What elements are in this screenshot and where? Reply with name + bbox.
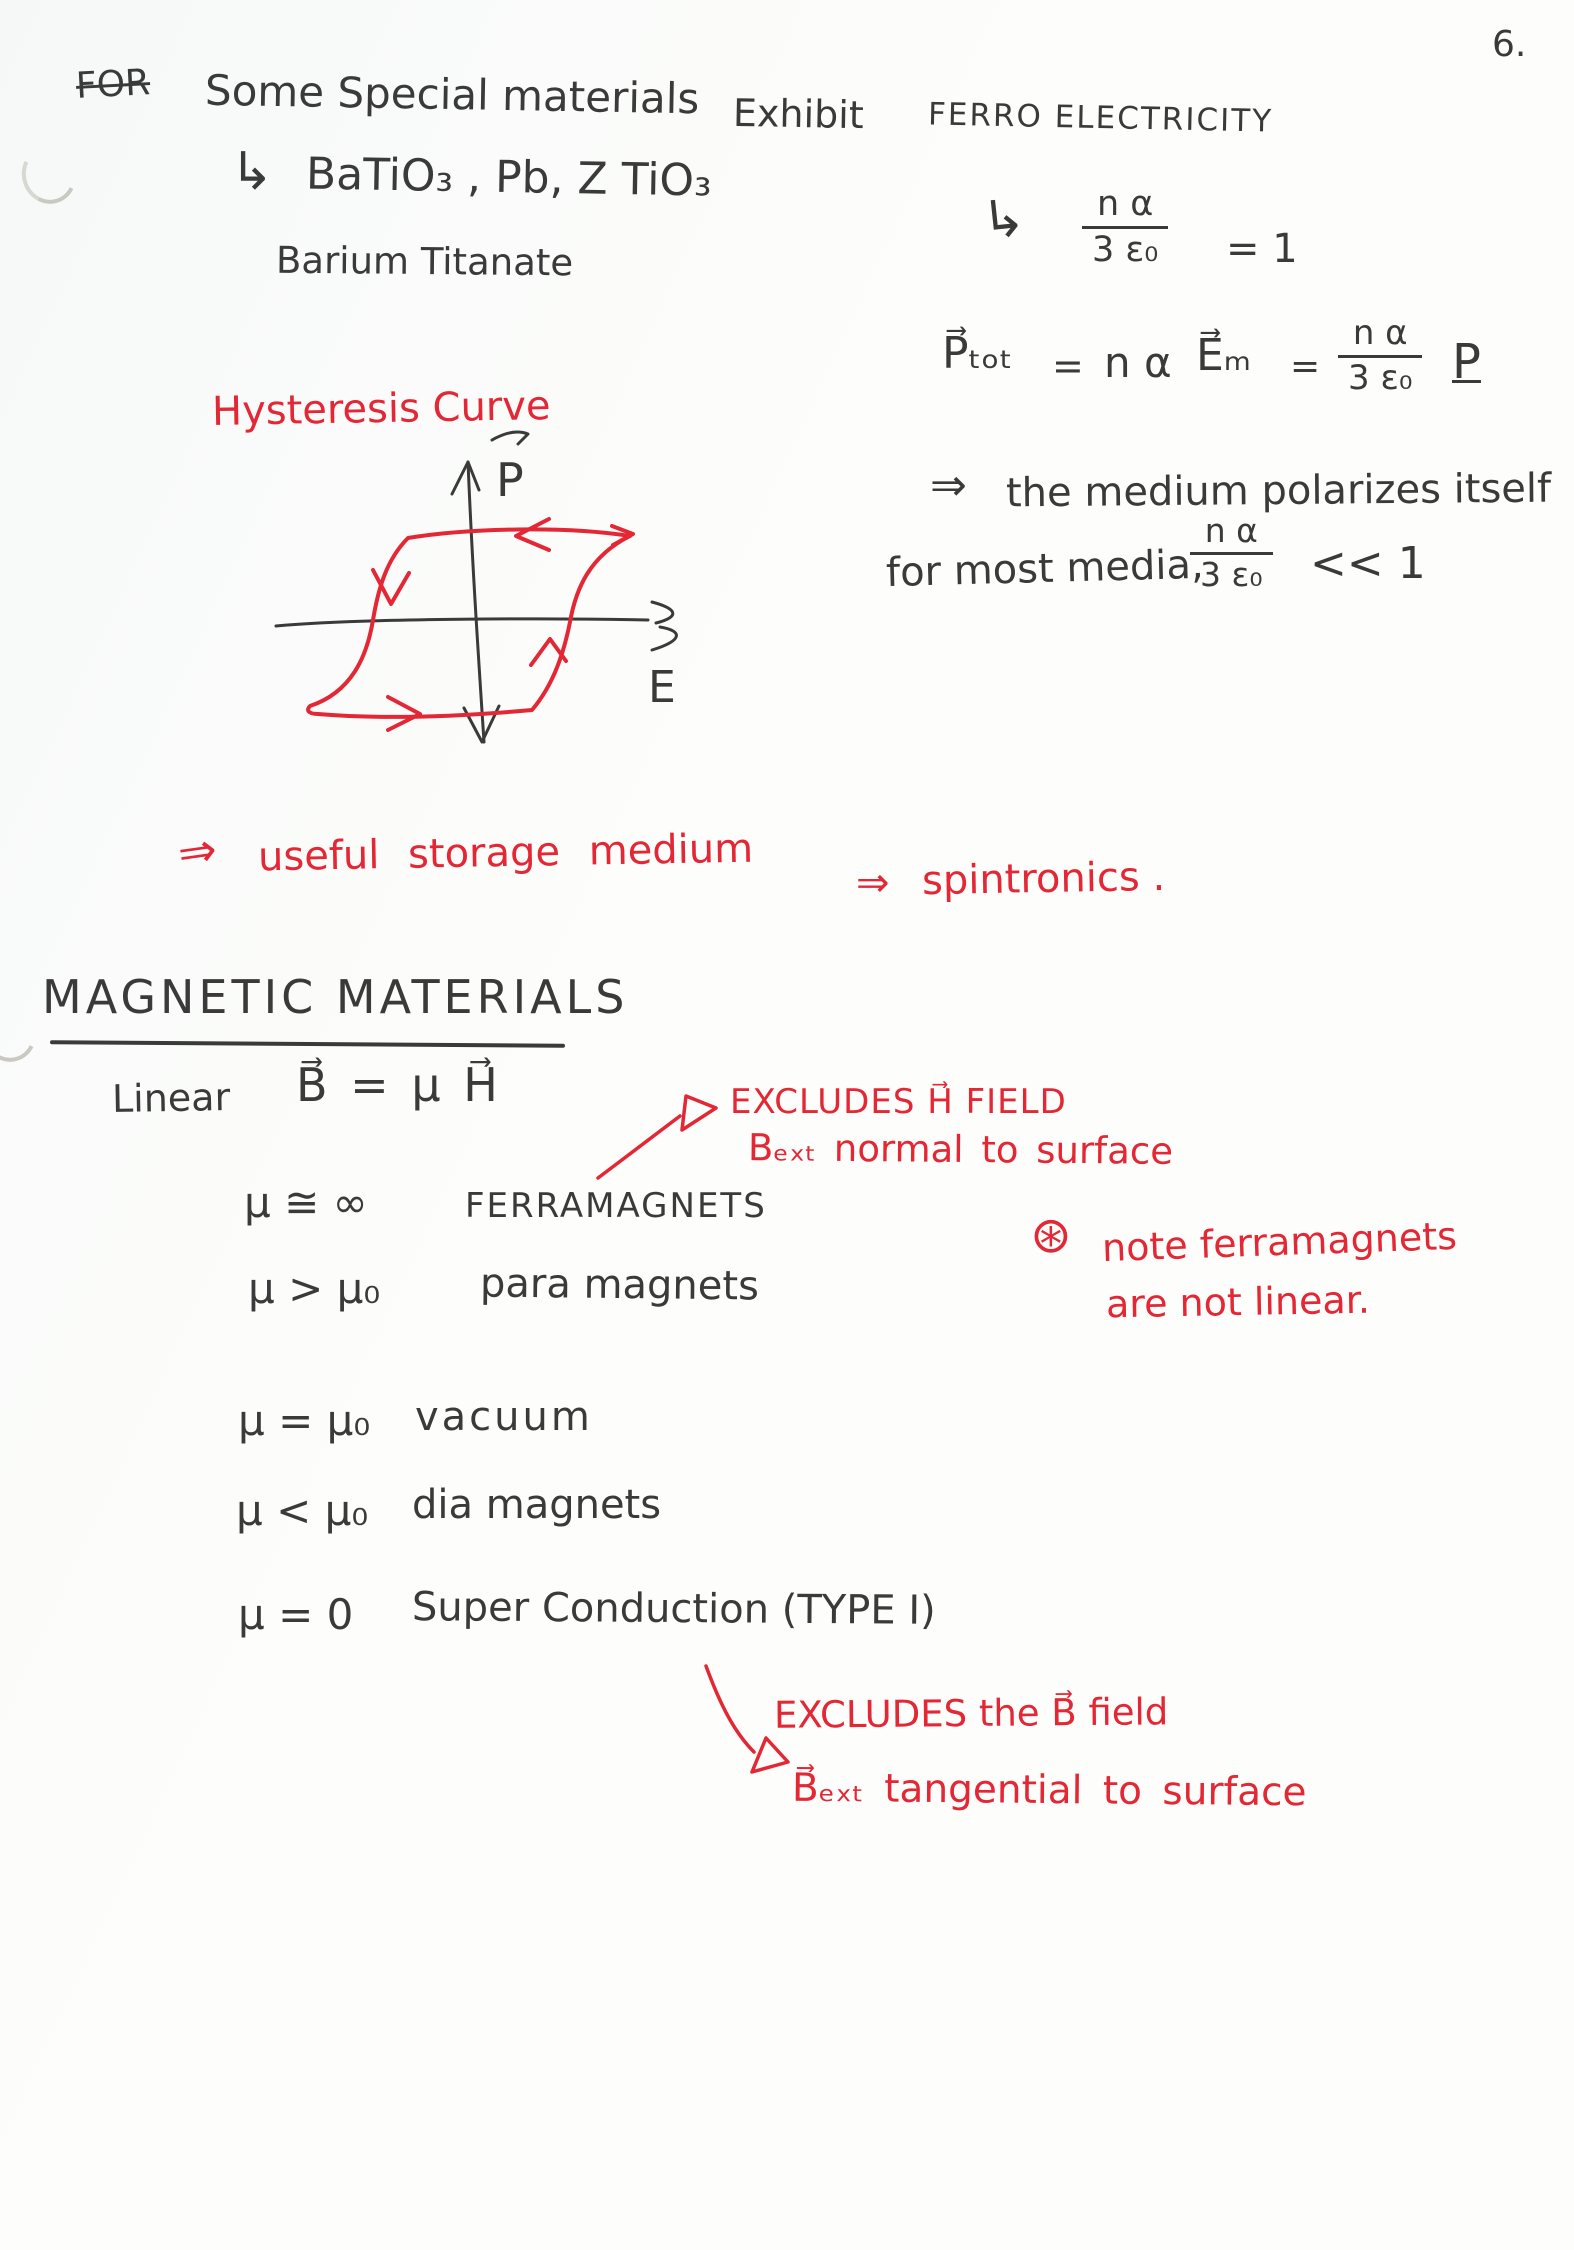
- mu-row-4-symbol: μ = 0: [238, 1590, 354, 1639]
- fraction-denominator: 3 ε₀: [1338, 355, 1422, 397]
- title-text: Some Special materials: [204, 65, 700, 124]
- mu-row-1-desc: para magnets: [479, 1260, 760, 1310]
- fraction-denominator: 3 ε₀: [1190, 552, 1273, 593]
- title-exhibit: Exhibit: [732, 90, 865, 138]
- ptot-rhs-P: P: [1452, 334, 1481, 390]
- loop-arrow-left: [516, 519, 549, 550]
- mu-row-0-symbol: μ ≅ ∞: [244, 1178, 368, 1227]
- punch-hole-shadow: [14, 139, 83, 211]
- mu-row-3-desc: dia magnets: [412, 1482, 662, 1528]
- mu-row-3-symbol: μ < μ₀: [236, 1486, 369, 1535]
- hook-arrow-icon: ↳: [978, 187, 1029, 253]
- fraction-numerator: n α: [1204, 511, 1258, 550]
- excludes-h-line2: Bₑₓₜ normal to surface: [747, 1126, 1174, 1173]
- axes: [276, 432, 676, 742]
- mu-row-2-desc: vacuum: [415, 1394, 593, 1440]
- hook-arrow-icon: ↳: [230, 142, 274, 202]
- y-axis-label: P: [496, 453, 524, 507]
- implies-arrow-icon: ⇒: [856, 860, 890, 906]
- hysteresis-curve-figure: [240, 415, 720, 775]
- equals-one: = 1: [1226, 226, 1298, 272]
- compound-name: Barium Titanate: [275, 238, 574, 285]
- x-axis-label: E: [648, 662, 676, 713]
- fraction-numerator: n α: [1352, 313, 1408, 353]
- equals-sign: =: [1052, 344, 1084, 388]
- punch-hole-shadow: [0, 997, 44, 1069]
- loop-arrow-right: [388, 697, 420, 730]
- fraction-nalpha-3eps0: [1338, 313, 1422, 398]
- mu-row-4-desc: Super Conduction (TYPE I): [411, 1584, 936, 1634]
- compound-formulas: BaTiO₃ , Pb, Z TiO₃: [305, 148, 713, 207]
- page-number: 6.: [1492, 24, 1527, 65]
- ptot-lhs: P⃗ₜₒₜ: [942, 328, 1013, 379]
- excludes-h-line1: EXCLUDES H⃗ FIELD: [730, 1082, 1067, 1122]
- excludes-b-line1: EXCLUDES the B⃗ field: [773, 1690, 1169, 1737]
- mu-row-1-symbol: μ > μ₀: [248, 1264, 381, 1313]
- fraction-numerator: n α: [1096, 184, 1154, 224]
- most-media-text: for most media,: [885, 541, 1205, 597]
- note-line2: are not linear.: [1105, 1277, 1371, 1327]
- fraction-nalpha-3eps0: [1082, 186, 1168, 269]
- circled-asterisk-icon: ⊛: [1030, 1206, 1072, 1264]
- mu-row-2-symbol: μ = μ₀: [238, 1396, 371, 1445]
- storage-text: useful storage medium: [257, 825, 754, 881]
- polarize-text: the medium polarizes itself: [1005, 465, 1552, 517]
- linear-equation: B⃗ = μ H⃗: [296, 1058, 498, 1112]
- fraction-nalpha-3eps0: [1190, 511, 1273, 594]
- ptot-nalpha: n α: [1104, 338, 1172, 387]
- fraction-denominator: 3 ε₀: [1082, 226, 1168, 269]
- crossed-out-word: FOR: [74, 62, 152, 107]
- mu-row-0-desc: FERRAMAGNETS: [465, 1186, 767, 1226]
- spintronics-text: spintronics .: [921, 853, 1166, 905]
- figure-title: Hysteresis Curve: [211, 383, 551, 435]
- linear-label: Linear: [111, 1074, 231, 1122]
- heading-underline: [50, 1040, 565, 1048]
- much-less-than-one: << 1: [1310, 538, 1426, 589]
- title-ferroelectricity: FERRO ELECTRICITY: [927, 96, 1274, 140]
- implies-arrow-icon: ⇒: [930, 460, 967, 511]
- implies-arrow-icon: ⇒: [174, 821, 221, 881]
- equals-sign: =: [1290, 346, 1321, 387]
- hysteresis-loop: [308, 519, 633, 730]
- section-heading: MAGNETIC MATERIALS: [42, 970, 629, 1024]
- note-line1: note ferramagnets: [1101, 1213, 1458, 1271]
- red-arrow-icon: [592, 1092, 722, 1184]
- ptot-emol: E⃗ₘ: [1196, 330, 1252, 381]
- excludes-b-line2: B⃗ₑₓₜ tangential to surface: [791, 1765, 1307, 1816]
